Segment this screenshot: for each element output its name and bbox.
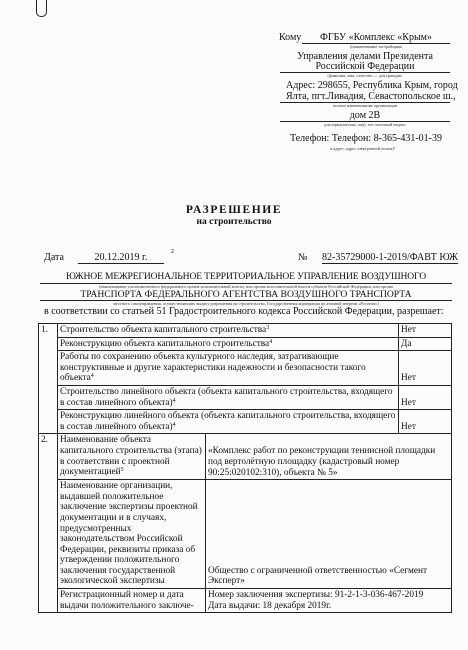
- table-cell: Нет: [399, 324, 452, 338]
- addressee-org-caption: (наименование застройщика: [349, 44, 403, 49]
- addressee-address-3: дом 2В: [349, 110, 381, 121]
- table-cell: Реконструкцию объекта капитального строительства$^4$: [58, 337, 399, 351]
- table-cell: Строительство объекта капитального строительства$^3$: [58, 324, 399, 338]
- to-label: Кому: [279, 32, 302, 43]
- table-cell: Строительство линейного объекта (объекта капитального строительства, входящего в состав линейного объекта)$^4$: [58, 385, 399, 409]
- addressee-phone-caption: и адрес, адрес электронной почты)¹: [330, 146, 396, 151]
- authority-caption-1: (наименование уполномоченного федерального органа исполнительной власти, или органа исполнительной власти субъекта Российской Федерации, или органа: [99, 284, 393, 289]
- addressee-address-1: Адрес: 298655, Республика Крым, город: [286, 80, 458, 91]
- table-cell: Регистрационный номер и дата выдачи положительного заключе-: [58, 589, 206, 613]
- authority-caption-2: местного самоуправления, осуществляющих выдачу разрешения на строительство, Государственная корпорация по атомной энергии «Росатом»): [113, 301, 379, 306]
- addressee-dept-1: Управления делами Президента: [297, 51, 433, 62]
- table-cell: Общество с ограниченной ответственностью «Сегмент Эксперт»: [206, 480, 452, 589]
- row-number-2: 2.: [39, 434, 58, 613]
- date-label: Дата: [44, 252, 64, 263]
- addressee-org: ФГБУ «Комплекс «Крым»: [302, 32, 450, 44]
- addressee-legal-caption: для юридических лиц), его почтовый индекс: [324, 122, 406, 127]
- table-cell: Работы по сохранению объекта культурного наследия, затрагивающие конструктивные и другие характеристики надежности и безопасности такого объекта$^4$: [58, 351, 399, 386]
- basis-text: в соответствии со статьей 51 Градостроительного кодекса Российской Федерации, разрешает:: [44, 306, 444, 317]
- number-label: №: [298, 252, 308, 263]
- number-value: 82-35729000-1-2019/ФАВТ ЮЖ: [322, 252, 458, 263]
- table-cell: Да: [399, 337, 452, 351]
- addressee-fio-caption: (фамилия, имя, отчество — для граждан,: [327, 73, 403, 78]
- doc-subtitle: на строительство: [196, 217, 272, 227]
- authority-line-1: ЮЖНОЕ МЕЖРЕГИОНАЛЬНОЕ ТЕРРИТОРИАЛЬНОЕ УПРАВЛЕНИЕ ВОЗДУШНОГО: [66, 271, 426, 282]
- date-footnote: 2: [171, 249, 174, 255]
- addressee-address-2: Ялта, пгт.Ливадия, Севастопольское ш.,: [286, 91, 456, 102]
- authority-line-2: ТРАНСПОРТА ФЕДЕРАЛЬНОГО АГЕНТСТВА ВОЗДУШНОГО ТРАНСПОРТА: [80, 289, 412, 300]
- addressee-dept-2: Российской Федерации: [280, 61, 450, 73]
- table-cell: Нет: [399, 385, 452, 409]
- table-cell: Реконструкцию линейного объекта (объекта капитального строительства, входящего в состав линейного объекта)$^4$: [58, 410, 399, 434]
- doc-title: РАЗРЕШЕНИЕ: [185, 204, 283, 216]
- permit-table: [38, 323, 452, 613]
- table-cell: Нет: [399, 351, 452, 386]
- row-number-1: 1.: [39, 324, 58, 434]
- handwritten-mark: [36, 0, 47, 17]
- table-cell: Наименование организации, выдавшей положительное заключение экспертизы проектной документации и в случаях, предусмотренных законодательством Российской Федерации, реквизиты приказа об утверждении положительного заключения государственной экологической экспертизы: [58, 480, 206, 589]
- addressee-address-caption: полное наименование организации: [332, 103, 398, 108]
- addressee-phone: Телефон: Телефон: 8-365-431-01-39: [290, 133, 442, 144]
- table-cell: Наименование объекта капитального строительства (этапа) в соответствии с проектной документацией$^5$: [58, 434, 206, 480]
- table-cell: «Комплекс работ по реконструкции теннисной площадки под вертолётную площадку (кадастровый номер 90:25:020102:310), объекта № 5»: [206, 434, 452, 480]
- date-value: 20.12.2019 г.: [78, 252, 164, 264]
- table-cell: Номер заключения экспертизы: 91-2-1-3-036-467-2019 Дата выдачи: 18 декабря 2019г.: [206, 589, 452, 613]
- table-cell: Нет: [399, 410, 452, 434]
